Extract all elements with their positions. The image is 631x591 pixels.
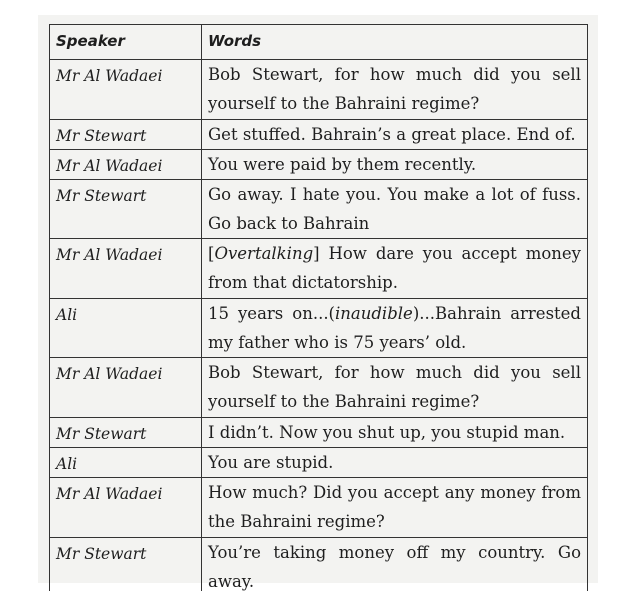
stage-direction: Overtalking <box>214 244 314 263</box>
words-cell <box>202 239 588 299</box>
words-cell <box>202 358 588 418</box>
table-row <box>50 60 588 120</box>
table-row <box>50 418 588 448</box>
speaker-cell: Mr Al Wadaei <box>50 150 202 180</box>
words-text: Bob Stewart, for how much did you sell yourself to the Bahraini regime? <box>208 65 581 113</box>
table-row <box>50 478 588 538</box>
words-text: You’re taking money off my country. Go away. <box>208 543 581 591</box>
words-text: How much? Did you accept any money from the Bahraini regime? <box>208 483 581 531</box>
speaker-cell: Mr Stewart <box>50 180 202 239</box>
words-text: I didn’t. Now you shut up, you stupid man. <box>208 423 566 442</box>
transcript-table <box>49 24 588 591</box>
table-row <box>50 150 588 180</box>
words-text: 15 years on...( <box>208 304 335 323</box>
words-cell <box>202 478 588 538</box>
table-row <box>50 448 588 478</box>
speaker-cell: Ali <box>50 299 202 358</box>
words-text: You were paid by them recently. <box>208 155 477 174</box>
words-text: )...Bahrain arrested my father who is 75 years’ old. <box>208 304 581 352</box>
table-row <box>50 180 588 239</box>
table-row <box>50 358 588 418</box>
speaker-cell: Mr Stewart <box>50 418 202 448</box>
speaker-cell: Mr Al Wadaei <box>50 358 202 418</box>
words-text: Go away. I hate you. You make a lot of fuss. Go back to Bahrain <box>208 185 581 233</box>
speaker-cell: Mr Al Wadaei <box>50 239 202 299</box>
words-cell <box>202 180 588 239</box>
speaker-cell: Mr Al Wadaei <box>50 60 202 120</box>
speaker-cell: Ali <box>50 448 202 478</box>
words-cell <box>202 60 588 120</box>
header-row <box>50 25 588 60</box>
speaker-cell: Mr Stewart <box>50 538 202 591</box>
stage-direction: inaudible <box>335 304 413 323</box>
words-text: Bob Stewart, for how much did you sell yourself to the Bahraini regime? <box>208 363 581 411</box>
words-text: ] How dare you accept money from that dictatorship. <box>208 244 581 292</box>
words-text: [ <box>208 244 215 263</box>
speaker-cell: Mr Stewart <box>50 120 202 150</box>
words-cell <box>202 538 588 591</box>
table-row <box>50 299 588 358</box>
header-speaker: Speaker <box>50 25 202 60</box>
header-words: Words <box>202 25 588 60</box>
words-cell <box>202 150 588 180</box>
words-cell <box>202 299 588 358</box>
table-row <box>50 120 588 150</box>
words-text: You are stupid. <box>208 453 334 472</box>
table-row <box>50 239 588 299</box>
words-cell <box>202 418 588 448</box>
table-row <box>50 538 588 591</box>
words-text: Get stuffed. Bahrain’s a great place. End of. <box>208 125 576 144</box>
words-cell <box>202 448 588 478</box>
speaker-cell: Mr Al Wadaei <box>50 478 202 538</box>
words-cell <box>202 120 588 150</box>
